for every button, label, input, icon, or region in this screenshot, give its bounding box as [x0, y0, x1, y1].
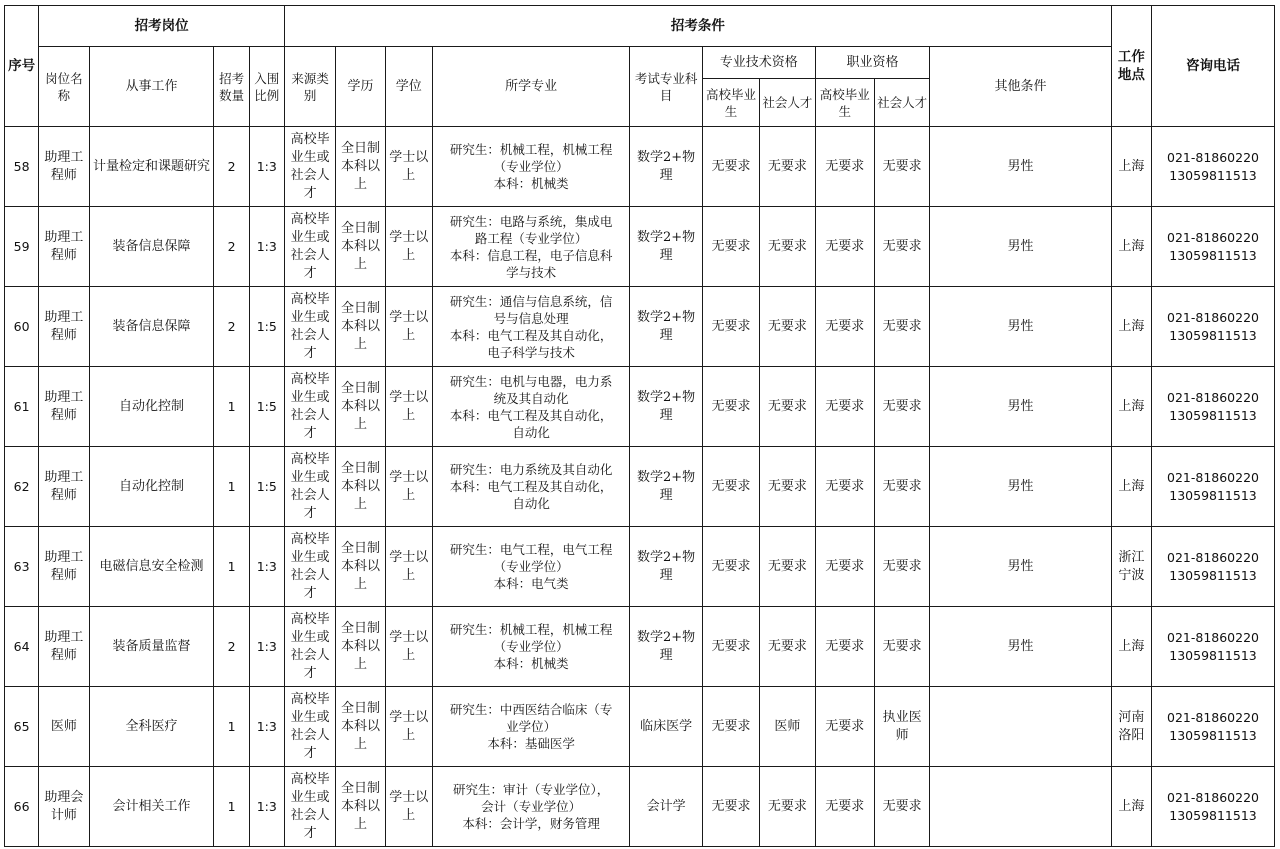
cell-work-content: 全科医疗 [89, 687, 214, 767]
header-group-post: 招考岗位 [39, 6, 285, 47]
recruitment-table [4, 5, 1275, 847]
cell-prof-grad: 无要求 [815, 447, 874, 527]
cell-education: 全日制本科以上 [336, 447, 385, 527]
cell-post-name: 助理工程师 [39, 447, 89, 527]
cell-prof-social: 无要求 [875, 287, 930, 367]
header-major: 所学专业 [432, 47, 629, 127]
cell-hire-count: 2 [214, 607, 249, 687]
table-row [5, 767, 1275, 847]
cell-major [432, 207, 629, 287]
phone-mobile: 13059811513 [1169, 807, 1257, 823]
cell-hire-count: 1 [214, 527, 249, 607]
cell-tech-social: 无要求 [760, 767, 815, 847]
cell-tech-grad: 无要求 [702, 367, 759, 447]
cell-prof-social: 无要求 [875, 527, 930, 607]
cell-tech-grad: 无要求 [702, 447, 759, 527]
cell-source: 高校毕业生或社会人才 [284, 367, 335, 447]
cell-phone [1152, 447, 1275, 527]
cell-exam-subject: 数学2+物理 [630, 127, 703, 207]
phone-mobile: 13059811513 [1169, 167, 1257, 183]
header-hire-count: 招考数量 [214, 47, 249, 127]
cell-phone [1152, 207, 1275, 287]
cell-ratio: 1:3 [249, 527, 284, 607]
table-row [5, 287, 1275, 367]
cell-tech-grad: 无要求 [702, 527, 759, 607]
cell-source: 高校毕业生或社会人才 [284, 127, 335, 207]
phone-landline: 021-81860220 [1167, 469, 1259, 485]
cell-seq: 63 [5, 527, 39, 607]
cell-tech-grad: 无要求 [702, 287, 759, 367]
cell-location: 上海 [1111, 367, 1151, 447]
cell-tech-social: 无要求 [760, 447, 815, 527]
cell-seq: 66 [5, 767, 39, 847]
header-row-1 [5, 6, 1275, 47]
cell-education: 全日制本科以上 [336, 527, 385, 607]
phone-mobile: 13059811513 [1169, 487, 1257, 503]
phone-mobile: 13059811513 [1169, 407, 1257, 423]
header-seq: 序号 [5, 6, 39, 127]
cell-ratio: 1:3 [249, 767, 284, 847]
cell-ratio: 1:5 [249, 367, 284, 447]
cell-other: 男性 [930, 287, 1111, 367]
major-line: 研究生：审计（专业学位）， [453, 782, 610, 797]
header-group-conditions: 招考条件 [284, 6, 1111, 47]
cell-hire-count: 1 [214, 687, 249, 767]
phone-mobile: 13059811513 [1169, 647, 1257, 663]
cell-tech-social: 无要求 [760, 127, 815, 207]
phone-landline: 021-81860220 [1167, 149, 1259, 165]
cell-prof-social: 无要求 [875, 607, 930, 687]
major-line: 本科：机械类 [493, 656, 569, 671]
major-line: 研究生：电机与电器，电力系 [449, 373, 613, 389]
cell-seq: 64 [5, 607, 39, 687]
header-prof-social: 社会人才 [875, 79, 930, 127]
cell-hire-count: 2 [214, 127, 249, 207]
cell-source: 高校毕业生或社会人才 [284, 287, 335, 367]
cell-post-name: 助理工程师 [39, 367, 89, 447]
cell-other [930, 687, 1111, 767]
cell-ratio: 1:3 [249, 607, 284, 687]
phone-mobile: 13059811513 [1169, 247, 1257, 263]
cell-source: 高校毕业生或社会人才 [284, 767, 335, 847]
cell-post-name: 助理工程师 [39, 527, 89, 607]
major-line: 统及其自动化 [493, 390, 569, 406]
cell-exam-subject: 数学2+物理 [630, 447, 703, 527]
cell-hire-count: 2 [214, 287, 249, 367]
cell-tech-social: 无要求 [760, 527, 815, 607]
cell-major [432, 447, 629, 527]
cell-major [432, 367, 629, 447]
cell-other: 男性 [930, 527, 1111, 607]
major-line: 本科：基础医学 [487, 736, 575, 751]
cell-tech-social: 医师 [760, 687, 815, 767]
cell-tech-grad: 无要求 [702, 127, 759, 207]
cell-other [930, 767, 1111, 847]
cell-work-content: 自动化控制 [89, 447, 214, 527]
cell-degree: 学士以上 [385, 527, 432, 607]
cell-seq: 60 [5, 287, 39, 367]
cell-post-name: 助理会计师 [39, 767, 89, 847]
cell-source: 高校毕业生或社会人才 [284, 687, 335, 767]
cell-work-content: 会计相关工作 [89, 767, 214, 847]
cell-tech-grad: 无要求 [702, 607, 759, 687]
major-line: 本科：电气工程及其自动化， [449, 327, 613, 343]
header-exam-subject: 考试专业科目 [630, 47, 703, 127]
cell-source: 高校毕业生或社会人才 [284, 207, 335, 287]
table-row [5, 127, 1275, 207]
cell-seq: 59 [5, 207, 39, 287]
phone-landline: 021-81860220 [1167, 389, 1259, 405]
cell-source: 高校毕业生或社会人才 [284, 527, 335, 607]
cell-seq: 65 [5, 687, 39, 767]
cell-major [432, 687, 629, 767]
cell-degree: 学士以上 [385, 207, 432, 287]
cell-post-name: 助理工程师 [39, 607, 89, 687]
header-tech-social: 社会人才 [760, 79, 815, 127]
cell-phone [1152, 127, 1275, 207]
table-body [5, 127, 1275, 847]
cell-prof-grad: 无要求 [815, 607, 874, 687]
cell-prof-grad: 无要求 [815, 287, 874, 367]
major-line: 研究生：电力系统及其自动化 [449, 462, 613, 477]
cell-work-content: 装备信息保障 [89, 287, 214, 367]
cell-post-name: 助理工程师 [39, 127, 89, 207]
cell-ratio: 1:5 [249, 447, 284, 527]
cell-degree: 学士以上 [385, 287, 432, 367]
cell-prof-grad: 无要求 [815, 527, 874, 607]
cell-prof-grad: 无要求 [815, 367, 874, 447]
major-line: 路工程（专业学位） [474, 230, 588, 246]
major-line: 研究生：电路与系统，集成电 [449, 213, 613, 229]
major-line: 电子科学与技术 [487, 344, 575, 360]
phone-mobile: 13059811513 [1169, 727, 1257, 743]
cell-other: 男性 [930, 367, 1111, 447]
major-line: 本科：电气工程及其自动化， [449, 407, 613, 423]
table-row [5, 207, 1275, 287]
phone-landline: 021-81860220 [1167, 709, 1259, 725]
cell-ratio: 1:3 [249, 127, 284, 207]
cell-exam-subject: 数学2+物理 [630, 607, 703, 687]
cell-prof-social: 无要求 [875, 447, 930, 527]
major-line: 本科：机械类 [493, 176, 569, 191]
header-prof-grad: 高校毕业生 [815, 79, 874, 127]
phone-landline: 021-81860220 [1167, 229, 1259, 245]
table-row [5, 447, 1275, 527]
cell-post-name: 助理工程师 [39, 287, 89, 367]
header-row-2 [5, 47, 1275, 79]
header-ratio: 入围比例 [249, 47, 284, 127]
cell-major [432, 767, 629, 847]
cell-degree: 学士以上 [385, 767, 432, 847]
cell-degree: 学士以上 [385, 607, 432, 687]
cell-work-content: 装备质量监督 [89, 607, 214, 687]
cell-education: 全日制本科以上 [336, 607, 385, 687]
phone-landline: 021-81860220 [1167, 629, 1259, 645]
phone-landline: 021-81860220 [1167, 309, 1259, 325]
phone-landline: 021-81860220 [1167, 549, 1259, 565]
cell-ratio: 1:3 [249, 687, 284, 767]
cell-major [432, 287, 629, 367]
cell-exam-subject: 会计学 [630, 767, 703, 847]
cell-exam-subject: 数学2+物理 [630, 207, 703, 287]
cell-major [432, 607, 629, 687]
cell-education: 全日制本科以上 [336, 367, 385, 447]
phone-landline: 021-81860220 [1167, 789, 1259, 805]
cell-education: 全日制本科以上 [336, 287, 385, 367]
cell-location: 上海 [1111, 607, 1151, 687]
cell-education: 全日制本科以上 [336, 687, 385, 767]
cell-source: 高校毕业生或社会人才 [284, 607, 335, 687]
cell-degree: 学士以上 [385, 687, 432, 767]
cell-other: 男性 [930, 207, 1111, 287]
phone-mobile: 13059811513 [1169, 567, 1257, 583]
cell-work-content: 自动化控制 [89, 367, 214, 447]
cell-tech-grad: 无要求 [702, 207, 759, 287]
cell-work-content: 装备信息保障 [89, 207, 214, 287]
cell-phone [1152, 527, 1275, 607]
header-tech-grad: 高校毕业生 [702, 79, 759, 127]
header-phone: 咨询电话 [1152, 6, 1275, 127]
cell-education: 全日制本科以上 [336, 767, 385, 847]
cell-location: 上海 [1111, 447, 1151, 527]
major-line: 研究生：机械工程，机械工程 [449, 142, 613, 157]
major-line: 研究生：机械工程，机械工程 [449, 622, 613, 637]
cell-exam-subject: 数学2+物理 [630, 367, 703, 447]
cell-prof-social: 无要求 [875, 767, 930, 847]
header-other: 其他条件 [930, 47, 1111, 127]
major-line: 自动化 [512, 424, 550, 440]
major-line: 学与技术 [506, 264, 557, 280]
major-line: （专业学位） [493, 639, 569, 654]
major-line: 本科：电气工程及其自动化， [449, 479, 613, 494]
major-line: 本科：信息工程，电子信息科 [449, 247, 613, 263]
cell-seq: 61 [5, 367, 39, 447]
cell-location: 上海 [1111, 287, 1151, 367]
cell-phone [1152, 767, 1275, 847]
cell-other: 男性 [930, 607, 1111, 687]
major-line: 业学位） [506, 719, 557, 734]
cell-exam-subject: 数学2+物理 [630, 287, 703, 367]
major-line: （专业学位） [493, 159, 569, 174]
table-row [5, 527, 1275, 607]
cell-education: 全日制本科以上 [336, 127, 385, 207]
cell-prof-social: 无要求 [875, 207, 930, 287]
major-line: 研究生：通信与信息系统，信 [449, 293, 613, 309]
cell-prof-grad: 无要求 [815, 207, 874, 287]
cell-exam-subject: 临床医学 [630, 687, 703, 767]
cell-tech-social: 无要求 [760, 367, 815, 447]
cell-hire-count: 1 [214, 767, 249, 847]
major-line: 本科：会计学，财务管理 [462, 816, 600, 831]
cell-other: 男性 [930, 447, 1111, 527]
cell-tech-grad: 无要求 [702, 687, 759, 767]
cell-tech-social: 无要求 [760, 607, 815, 687]
table-row [5, 687, 1275, 767]
cell-degree: 学士以上 [385, 447, 432, 527]
cell-phone [1152, 367, 1275, 447]
cell-seq: 62 [5, 447, 39, 527]
header-prof-qual: 职业资格 [815, 47, 930, 79]
major-line: （专业学位） [493, 559, 569, 574]
cell-phone [1152, 607, 1275, 687]
major-line: 会计（专业学位） [481, 799, 582, 814]
major-line: 研究生：中西医结合临床（专 [449, 702, 613, 717]
cell-location: 河南洛阳 [1111, 687, 1151, 767]
header-education: 学历 [336, 47, 385, 127]
major-line: 研究生：电气工程，电气工程 [449, 542, 613, 557]
cell-degree: 学士以上 [385, 367, 432, 447]
cell-post-name: 医师 [39, 687, 89, 767]
header-source: 来源类别 [284, 47, 335, 127]
cell-degree: 学士以上 [385, 127, 432, 207]
cell-post-name: 助理工程师 [39, 207, 89, 287]
cell-work-content: 计量检定和课题研究 [89, 127, 214, 207]
cell-phone [1152, 687, 1275, 767]
cell-tech-grad: 无要求 [702, 767, 759, 847]
cell-location: 上海 [1111, 767, 1151, 847]
header-work-content: 从事工作 [89, 47, 214, 127]
cell-hire-count: 1 [214, 367, 249, 447]
cell-prof-grad: 无要求 [815, 127, 874, 207]
phone-mobile: 13059811513 [1169, 327, 1257, 343]
cell-education: 全日制本科以上 [336, 207, 385, 287]
cell-location: 上海 [1111, 127, 1151, 207]
cell-work-content: 电磁信息安全检测 [89, 527, 214, 607]
cell-prof-social: 无要求 [875, 367, 930, 447]
table-row [5, 367, 1275, 447]
cell-location: 上海 [1111, 207, 1151, 287]
cell-tech-social: 无要求 [760, 207, 815, 287]
cell-prof-social: 执业医师 [875, 687, 930, 767]
cell-source: 高校毕业生或社会人才 [284, 447, 335, 527]
cell-other: 男性 [930, 127, 1111, 207]
cell-exam-subject: 数学2+物理 [630, 527, 703, 607]
cell-phone [1152, 287, 1275, 367]
header-tech-qual: 专业技术资格 [702, 47, 815, 79]
cell-prof-grad: 无要求 [815, 687, 874, 767]
cell-hire-count: 1 [214, 447, 249, 527]
cell-major [432, 527, 629, 607]
major-line: 本科：电气类 [493, 576, 569, 591]
cell-hire-count: 2 [214, 207, 249, 287]
header-work-location: 工作地点 [1111, 6, 1151, 127]
cell-major [432, 127, 629, 207]
cell-seq: 58 [5, 127, 39, 207]
cell-ratio: 1:3 [249, 207, 284, 287]
cell-ratio: 1:5 [249, 287, 284, 367]
cell-location: 浙江宁波 [1111, 527, 1151, 607]
cell-tech-social: 无要求 [760, 287, 815, 367]
cell-prof-social: 无要求 [875, 127, 930, 207]
header-degree: 学位 [385, 47, 432, 127]
major-line: 号与信息处理 [493, 310, 569, 326]
major-line: 自动化 [512, 496, 550, 511]
cell-prof-grad: 无要求 [815, 767, 874, 847]
header-post-name: 岗位名称 [39, 47, 89, 127]
table-row [5, 607, 1275, 687]
